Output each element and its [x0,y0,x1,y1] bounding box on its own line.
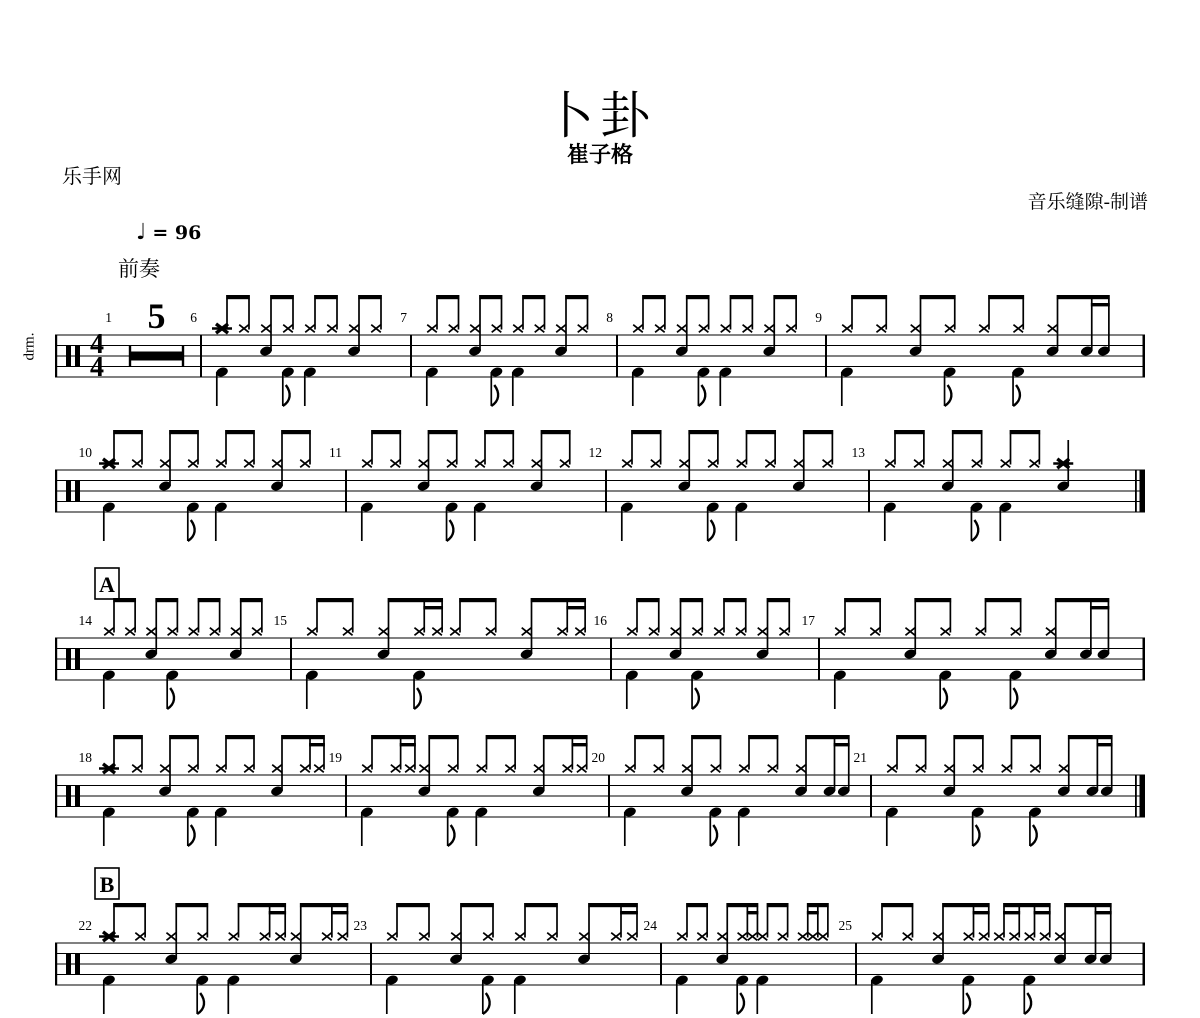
transcriber-credit: 音乐缝隙-制谱 [1027,192,1148,213]
svg-text:B: B [99,872,115,897]
site-watermark: 乐手网 [62,166,122,188]
svg-text:8: 8 [606,310,613,325]
svg-text:25: 25 [838,918,852,933]
svg-text:20: 20 [591,750,605,765]
svg-text:13: 13 [851,445,865,460]
quarter-note-icon: ♩ [136,220,147,245]
staff-system-4 [55,735,1145,846]
svg-text:10: 10 [78,445,92,460]
intro-section-label: 前奏 [118,257,160,281]
svg-text:4: 4 [90,352,104,383]
artist-name: 崔子格 [566,142,633,167]
tempo-value: = 96 [152,222,202,244]
svg-text:23: 23 [353,918,367,933]
svg-text:7: 7 [400,310,407,325]
staff-system-3 [55,568,1145,709]
svg-text:17: 17 [801,613,815,628]
svg-text:11: 11 [329,445,342,460]
svg-text:4: 4 [90,329,104,360]
svg-text:15: 15 [273,613,287,628]
svg-text:18: 18 [78,750,92,765]
svg-text:24: 24 [643,918,657,933]
svg-text:A: A [99,572,115,597]
instrument-label: drm. [21,332,38,361]
svg-text:5: 5 [147,296,166,336]
svg-text:12: 12 [588,445,602,460]
svg-text:1: 1 [105,310,112,325]
svg-text:6: 6 [190,310,197,325]
staff-system-5 [55,868,1145,1014]
staff-system-1 [55,295,1145,406]
svg-text:9: 9 [815,310,822,325]
svg-text:21: 21 [853,750,867,765]
svg-text:16: 16 [593,613,607,628]
svg-text:22: 22 [78,918,92,933]
svg-text:19: 19 [328,750,342,765]
svg-text:14: 14 [78,613,92,628]
staff-system-2 [55,430,1145,541]
song-title: 卜卦 [544,88,656,144]
